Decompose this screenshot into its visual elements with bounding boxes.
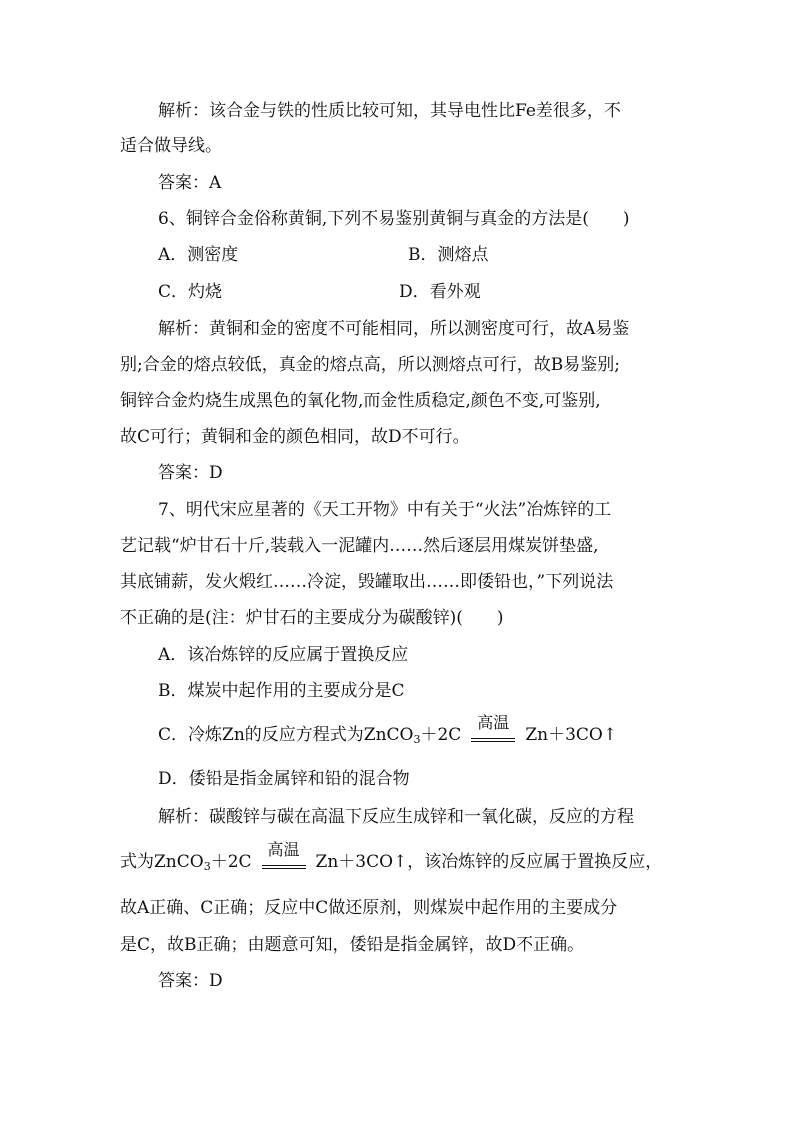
question-7-line-3: 其底铺薪，发火煅红……冷淀，毁罐取出……即倭铅也，”下列说法 <box>120 572 614 592</box>
explanation-6-line-1: 解析：黄铜和金的密度不可能相同，所以测密度可行，故A易鉴 <box>158 319 630 339</box>
equation-prefix: C．冷炼Zn的反应方程式为ZnCO <box>158 725 414 745</box>
explanation-7-line-1: 解析：碳酸锌与碳在高温下反应生成锌和一氧化碳，反应的方程 <box>158 807 634 827</box>
question-6-option-b: B．测熔点 <box>408 245 489 265</box>
subscript: 3 <box>413 733 421 746</box>
explanation-6-line-2: 别;合金的熔点较低，真金的熔点高，所以测熔点可行，故B易鉴别; <box>120 355 620 375</box>
subscript: 3 <box>203 860 211 873</box>
question-6-option-d: D．看外观 <box>399 282 481 302</box>
reaction-condition: 高温 <box>477 713 510 732</box>
question-7-line-1: 7、明代宋应星著的《天工开物》中有关于“火法”冶炼锌的工 <box>158 500 612 520</box>
question-7-option-a: A．该冶炼锌的反应属于置换反应 <box>158 645 409 665</box>
explanation-6-line-4: 故C可行；黄铜和金的颜色相同，故D不可行。 <box>120 427 470 447</box>
answer-7: 答案：D <box>158 971 223 991</box>
question-6-option-c: C．灼烧 <box>158 282 223 302</box>
question-7-line-4: 不正确的是(注：炉甘石的主要成分为碳酸锌)( ) <box>120 608 504 628</box>
reaction-condition-arrow <box>260 840 308 873</box>
question-6-option-a: A．测密度 <box>158 245 239 265</box>
equation-reactant: ＋2C <box>210 852 252 872</box>
answer-6: 答案：D <box>158 463 223 483</box>
reaction-condition-arrow <box>469 713 517 746</box>
equation-products: Zn＋3CO↑，该冶炼锌的反应属于置换反应， <box>315 852 663 872</box>
question-7-option-d: D．倭铅是指金属锌和铅的混合物 <box>158 769 410 789</box>
explanation-6-line-3: 铜锌合金灼烧生成黑色的氧化物,而金性质稳定,颜色不变,可鉴别, <box>120 391 601 411</box>
explanation-7-line-2 <box>120 840 663 873</box>
equation-products: Zn＋3CO↑ <box>525 725 618 745</box>
equation-reactant: ＋2C <box>420 725 462 745</box>
equation-prefix: 式为ZnCO <box>120 852 204 872</box>
answer-5: 答案：A <box>158 173 222 193</box>
question-7-option-c <box>158 713 618 746</box>
explanation-5-line-2: 适合做导线。 <box>120 136 222 156</box>
question-7-option-b: B．煤炭中起作用的主要成分是C <box>158 681 405 701</box>
reaction-condition: 高温 <box>267 840 300 859</box>
explanation-7-line-4: 是C，故B正确；由题意可知，倭铅是指金属锌，故D不正确。 <box>120 935 585 955</box>
question-7-line-2: 艺记载“炉甘石十斤,装载入一泥罐内……然后逐层用煤炭饼垫盛, <box>120 536 599 556</box>
question-6: 6、铜锌合金俗称黄铜,下列不易鉴别黄铜与真金的方法是( ) <box>158 209 630 229</box>
explanation-5-line-1: 解析：该合金与铁的性质比较可知，其导电性比Fe差很多，不 <box>158 101 621 121</box>
explanation-7-line-3: 故A正确、C正确；反应中C做还原剂，则煤炭中起作用的主要成分 <box>120 898 618 918</box>
